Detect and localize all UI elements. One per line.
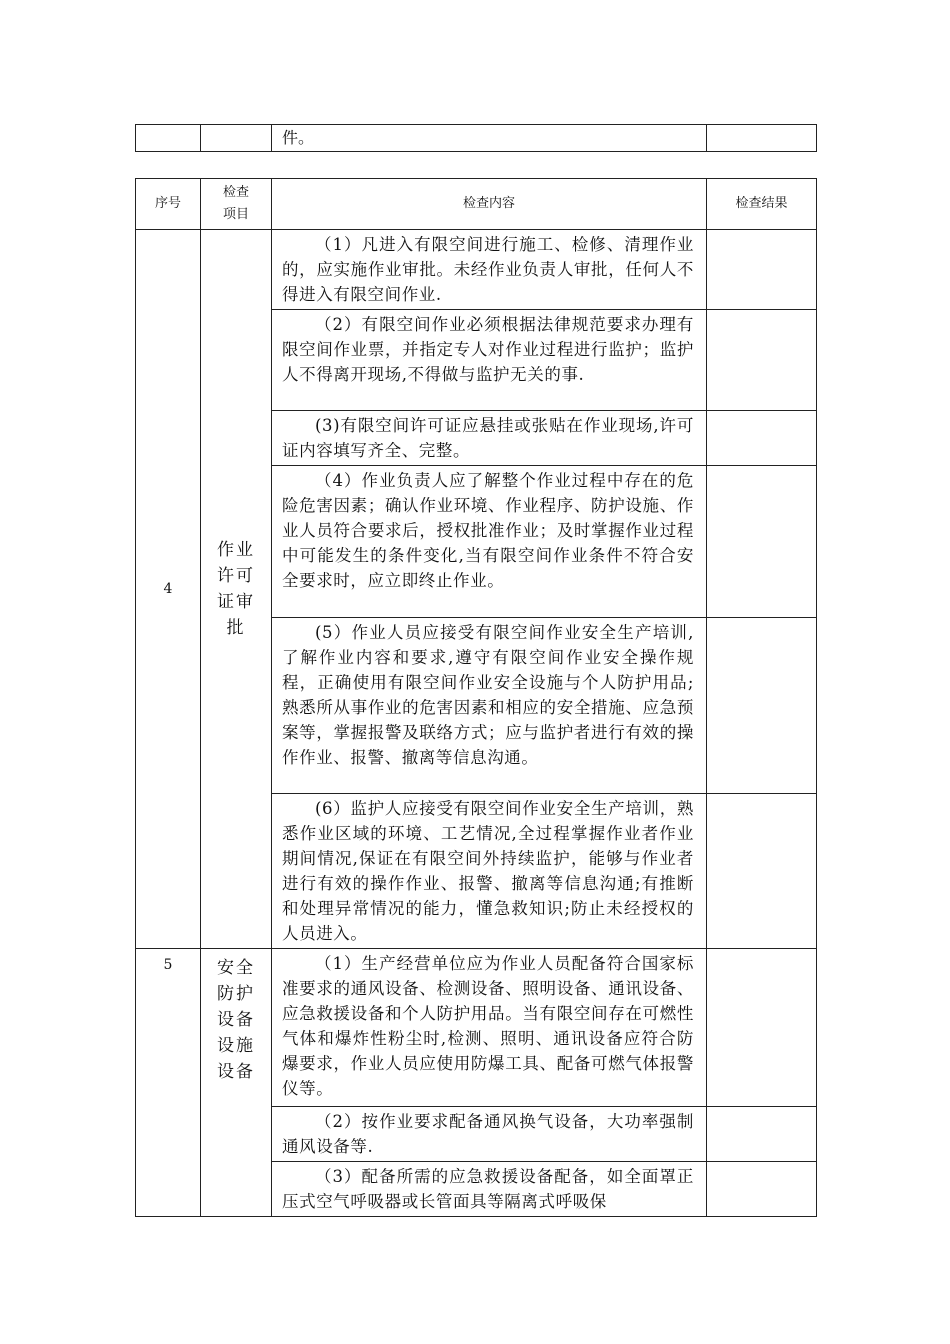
item-line: 设备: [217, 1010, 255, 1030]
result-cell[interactable]: [707, 230, 817, 310]
table-row: [136, 230, 817, 310]
result-cell[interactable]: [707, 411, 817, 466]
result-cell[interactable]: [707, 949, 817, 1107]
result-cell[interactable]: [707, 794, 817, 949]
content-cell: [272, 618, 707, 794]
content-text: （1）生产经营单位应为作业人员配备符合国家标准要求的通风设备、检测设备、照明设备、通讯设备、应急救援设备和个人防护用品。当有限空间存在可燃性气体和爆炸性粉尘时,检测、照明、通讯设备应符合防爆要求，作业人员应使用防爆工具、配备可燃气体报警仪等。: [282, 954, 694, 1098]
item-line: 安全: [217, 958, 255, 978]
item-line: 设施: [217, 1036, 255, 1056]
content-cell: [272, 949, 707, 1107]
content-text: (5）作业人员应接受有限空间作业安全生产培训,了解作业内容和要求,遵守有限空间作业安全操作规程，正确使用有限空间作业安全设施与个人防护用品;熟悉所从事作业的危害因素和相应的安全措施、应急预案等，掌握报警及联络方式；应与监护者进行有效的操作作业、报警、撤离等信息沟通。: [282, 623, 694, 767]
content-cell: [272, 411, 707, 466]
result-cell[interactable]: [707, 1162, 817, 1217]
header-item-line2: 项目: [222, 207, 249, 222]
content-cell: [272, 1162, 707, 1217]
table-header-row: [136, 179, 817, 230]
inspection-table: [135, 178, 817, 1217]
content-cell: [272, 310, 707, 411]
content-text: (6）监护人应接受有限空间作业安全生产培训，熟悉作业区域的环境、工艺情况,全过程掌握作业者作业期间情况,保证在有限空间外持续监护，能够与作业者进行有效的操作作业、报警、撤离等信息沟通;有推断和处理异常情况的能力，懂急救知识;防止未经授权的人员进入。: [282, 799, 694, 943]
content-text: （3）配备所需的应急救援设备配备，如全面罩正压式空气呼吸器或长管面具等隔离式呼吸保: [282, 1167, 694, 1211]
item-line: 防护: [217, 984, 255, 1004]
row-item-protection: [201, 949, 272, 1217]
content-text: （2）按作业要求配备通风换气设备，大功率强制通风设备等.: [282, 1112, 694, 1156]
content-text: （2）有限空间作业必须根据法律规范要求办理有限空间作业票，并指定专人对作业过程进行监护；监护人不得离开现场,不得做与监护无关的事.: [282, 315, 694, 384]
result-cell[interactable]: [707, 618, 817, 794]
content-cell: [272, 466, 707, 618]
item-line: 许可: [217, 566, 255, 586]
continuation-table: [135, 124, 817, 152]
row-num-5: 5: [136, 949, 201, 1217]
content-cell: [272, 1107, 707, 1162]
continuation-content: 件。: [282, 128, 315, 147]
content-cell: [272, 230, 707, 310]
content-text: (3)有限空间许可证应悬挂或张贴在作业现场,许可证内容填写齐全、完整。: [282, 416, 694, 460]
item-line: 作业: [217, 540, 255, 560]
row-item-permit: [201, 230, 272, 949]
header-result: 检查结果: [707, 179, 817, 230]
table-row: [136, 949, 817, 1107]
item-line: 设备: [217, 1062, 255, 1082]
header-num: 序号: [136, 179, 201, 230]
item-line: 批: [226, 618, 246, 638]
continuation-item-cell: [201, 125, 272, 152]
content-text: （1）凡进入有限空间进行施工、检修、清理作业的，应实施作业审批。未经作业负责人审批，任何人不得进入有限空间作业.: [282, 235, 694, 304]
continuation-result-cell: [707, 125, 817, 152]
continuation-row: [136, 125, 817, 152]
content-cell: [272, 794, 707, 949]
header-item: [201, 179, 272, 230]
continuation-num-cell: [136, 125, 201, 152]
result-cell[interactable]: [707, 466, 817, 618]
header-content: 检查内容: [272, 179, 707, 230]
result-cell[interactable]: [707, 1107, 817, 1162]
continuation-content-cell: [272, 125, 707, 152]
item-line: 证审: [217, 592, 255, 612]
header-item-line1: 检查: [222, 185, 249, 200]
row-num-4: 4: [136, 230, 201, 949]
result-cell[interactable]: [707, 310, 817, 411]
content-text: （4）作业负责人应了解整个作业过程中存在的危险危害因素；确认作业环境、作业程序、防护设施、作业人员符合要求后，授权批准作业；及时掌握作业过程中可能发生的条件变化,当有限空间作业条件不符合安全要求时，应立即终止作业。: [282, 471, 694, 590]
